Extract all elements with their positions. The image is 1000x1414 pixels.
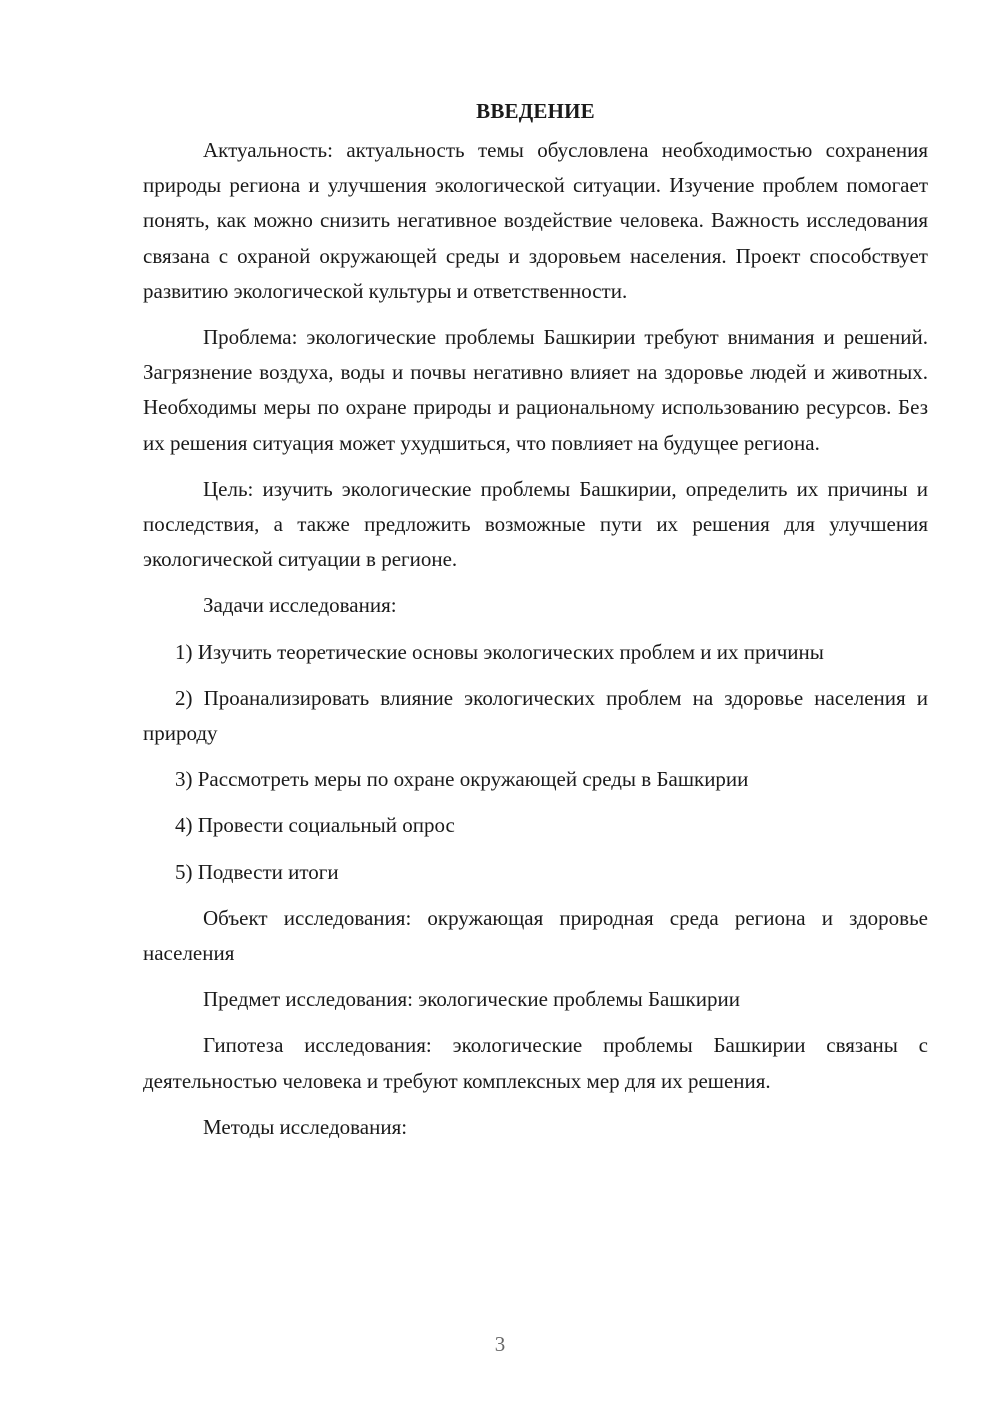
list-item-task-2: 2) Проанализировать влияние экологических проблем на здоровье населения и природу	[143, 685, 928, 746]
paragraph-goal: Цель: изучить экологические проблемы Башкирии, определить их причины и последствия, а также предложить возможные пути их решения для улучшения экологической ситуации в регионе.	[143, 476, 928, 572]
paragraph-problem: Проблема: экологические проблемы Башкирии требуют внимания и решений. Загрязнение воздуха, воды и почвы негативно влияет на здоровье людей и животных. Необходимы меры по охране природы и рациональному использованию ресурсов. Без их решения ситуация может ухудшиться, что повлияет на будущее региона.	[143, 325, 928, 455]
list-item-task-3: 3) Рассмотреть меры по охране окружающей среды в Башкирии	[175, 767, 749, 792]
list-item-task-5: 5) Подвести итоги	[175, 859, 339, 884]
paragraph-hypothesis: Гипотеза исследования: экологические проблемы Башкирии связаны с деятельностью человека и требуют комплексных мер для их решения.	[143, 1033, 928, 1093]
list-item-task-1: 1) Изучить теоретические основы экологических проблем и их причины	[175, 639, 824, 664]
paragraph-tasks-heading: Задачи исследования:	[203, 593, 397, 618]
page-number: 3	[494, 1332, 506, 1356]
section-title: ВВЕДЕНИЕ	[476, 99, 595, 123]
list-item-task-4: 4) Провести социальный опрос	[175, 813, 455, 838]
paragraph-subject: Предмет исследования: экологические проблемы Башкирии	[203, 987, 740, 1012]
paragraph-methods: Методы исследования:	[203, 1114, 408, 1139]
paragraph-object: Объект исследования: окружающая природная среда региона и здоровье населения	[143, 905, 928, 966]
paragraph-relevance: Актуальность: актуальность темы обусловлена необходимостью сохранения природы региона и улучшения экологической ситуации. Изучение проблем помогает понять, как можно снизить негативное воздействие человека. Важность исследования связана с охраной окружающей среды и здоровьем населения. Проект способствует развитию экологической культуры и ответственности.	[143, 138, 928, 303]
page-content	[143, 93, 928, 1156]
